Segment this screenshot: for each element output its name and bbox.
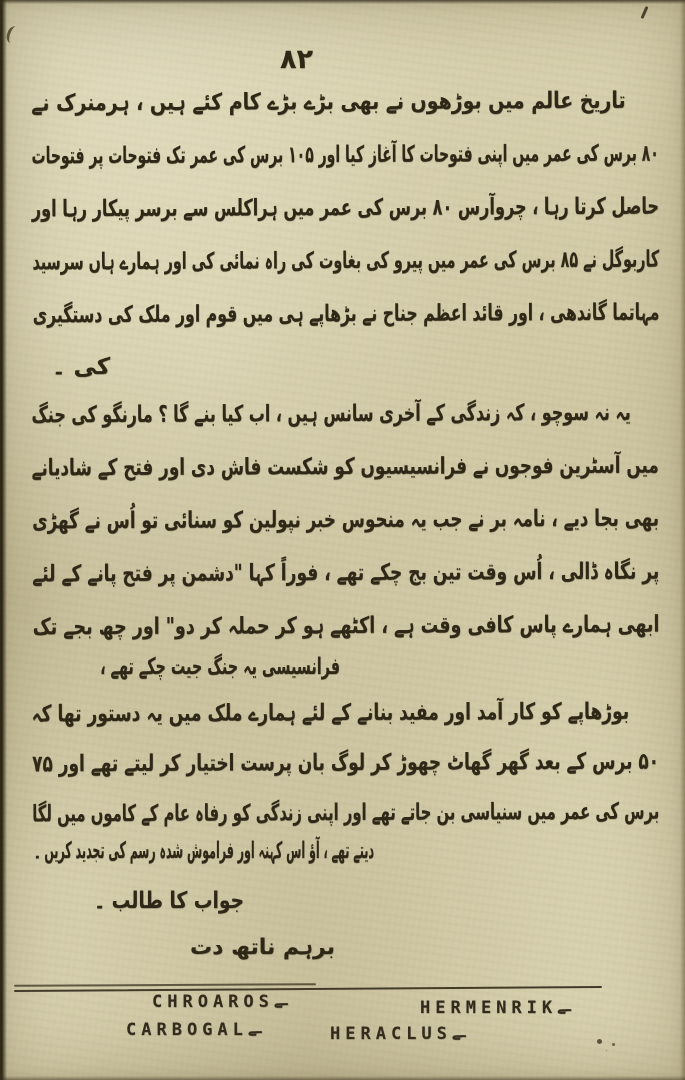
page-number: ۸۲ [280, 44, 313, 75]
text-line: ۸۰ برس کی عمر میں اپنی فتوحات کا آغاز کیا اور ۱۰۵ برس کی عمر تک فتوحات پر فتوحات [31, 140, 659, 170]
text-line: کی ۔ [52, 354, 111, 380]
scan-edge-right [680, 0, 685, 1080]
text-line: کاربوگل نے ۸۵ برس کی عمر میں پیرو کی بغاوت کی راہ نمائی کی اور ہمارے ہاں سرسید [32, 246, 660, 276]
text-line: میں آسٹرین فوجوں نے فرانسیسیوں کو شکست فاش دی اور فتح کے شادیانے [31, 452, 659, 482]
text-line: ابھی ہمارے پاس کافی وقت ہے ، اکٹھے ہو کر حملہ کر دو" اور چھ بجے تک [32, 611, 660, 641]
text-line: دیتے تھے ، آؤ اس کہنہ اور فراموش شدہ رسم کی تجدید کریں ۔ [34, 838, 374, 864]
footnote-carbogal [126, 1019, 262, 1040]
text-line: بوڑھاپے کو کار آمد اور مفید بنانے کے لئے ہمارے ملک میں یہ دستور تھا کہ [31, 698, 630, 728]
footnote-name: HERMENRIK [420, 998, 558, 1018]
scan-ink-smudge [597, 1039, 602, 1044]
text-line: ۵۰ برس کے بعد گھر گھاٹ چھوڑ کر لوگ بان پرست اختیار کر لیتے تھے اور ۷۵ [32, 748, 660, 778]
text-line: حاصل کرتا رہا ، چروآرس ۸۰ برس کی عمر میں ہراکلس سے برسر پیکار رہا اور [31, 193, 660, 223]
footnote-name: HERACLUS [330, 1024, 452, 1044]
scan-edge-bottom [0, 1076, 685, 1080]
paragraph-2 [31, 387, 659, 655]
footnote-mark: ـے [273, 991, 288, 1009]
text-line: برس کی عمر میں سنیاسی بن جاتے تھے اور اپنی زندگی کو رفاہ عام کے کاموں میں لگا [32, 798, 660, 828]
footnote-name: CARBOGAL [126, 1020, 248, 1040]
divider-rule [14, 986, 602, 992]
footnote-name: CHROAROS [152, 992, 274, 1012]
divider-rule-upper [14, 983, 316, 987]
paragraph-1 [31, 75, 659, 343]
signature: برہم ناتھ دت [190, 935, 335, 960]
text-line: فرانسیسی یہ جنگ جیت چکے تھے ، [100, 654, 341, 680]
footnote-hermenrik [420, 997, 571, 1018]
scan-ink-tick [640, 6, 648, 19]
footnote-chroaros [152, 991, 288, 1012]
scan-corner-mark [5, 24, 23, 45]
scan-edge-top [0, 0, 685, 4]
text-line: مہاتما گاندھی ، اور قائد اعظم جناح نے بڑھاپے ہی میں قوم اور ملک کی دستگیری [32, 299, 660, 329]
text-line: یہ نہ سوچو ، کہ زندگی کے آخری سانس ہیں ، اب کیا بنے گا ؟ مارنگو کی جنگ [31, 399, 631, 429]
closing-request: جواب کا طالب ۔ [94, 888, 244, 914]
text-line: بھی بجا دیے ، نامہ بر نے جب یہ منحوس خبر نپولین کو سنائی تو اُس نے گھڑی [32, 505, 660, 535]
footnote-mark: ـے [557, 997, 572, 1015]
footnote-mark: ـے [451, 1023, 466, 1041]
text-line: تاریخ عالم میں بوڑھوں نے بھی بڑے بڑے کام کئے ہیں ، ہرمنرک نے [31, 87, 626, 117]
text-line: پر نگاہ ڈالی ، اُس وقت تین بج چکے تھے ، فوراً کہا "دشمن پر فتح پانے کے لئے [32, 558, 660, 588]
paragraph-3 [32, 687, 660, 840]
footnote-heraclus [330, 1023, 466, 1044]
scan-edge-left [0, 0, 7, 1080]
footnote-mark: ـے [247, 1019, 262, 1037]
